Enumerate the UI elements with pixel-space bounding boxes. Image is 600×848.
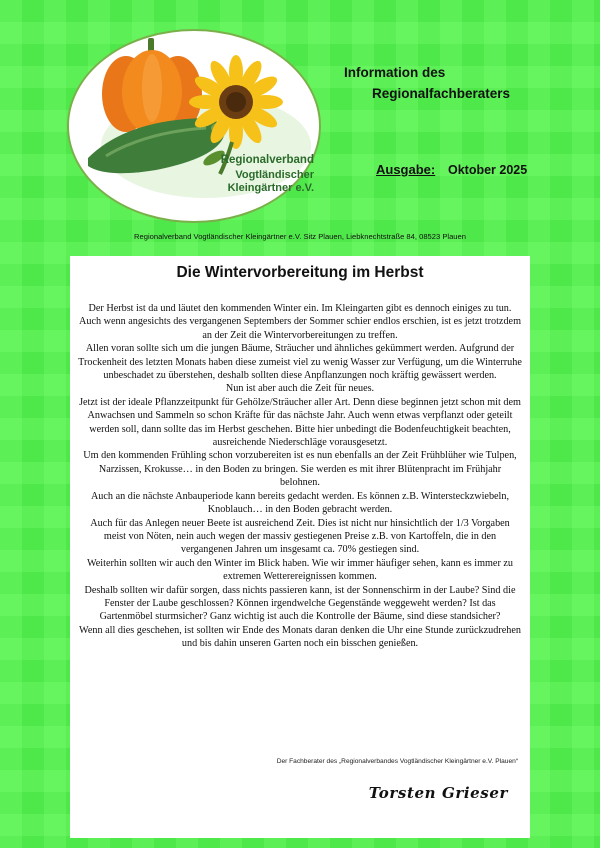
logo-text [174,154,314,195]
article-title: Die Wintervorbereitung im Herbst [176,264,424,281]
logo-line-2: Vogtländischer Kleingärtner e.V. [227,169,314,194]
info-line-1: Information des [344,65,446,80]
author-note: Der Fachberater des „Regionalverbandes Vogtländischer Kleingärtner e.V. Plauen“ [276,758,518,765]
logo-line-1: Regionalverband [220,154,314,166]
info-line-2: Regionalfachberaters [372,86,511,101]
signature: Torsten Grieser [368,784,508,802]
paragraph: Wenn all dies geschehen, ist sollten wir Ende des Monats daran denken die Uhr eine Stunde zurückzudrehen und bis dahin unseren Garten noch ein bisschen genießen. [79,624,521,650]
paragraph: Auch an die nächste Anbauperiode kann bereits gedacht werden. Es können z.B. Wintersteckzwiebeln, Knoblauch… in den Boden gebracht werden. [90,490,510,516]
paragraph: Auch für das Anlegen neuer Beete ist ausreichend Zeit. Dies ist nicht nur hinsichtlich der 1/3 Vorgaben meist von Nöten, nein auch wegen der massiv gestiegenen Preise z.B. von Kartoffeln, die in den vergangenen Jahren um insgesamt ca. 70% gestiegen sind. [90,517,510,556]
paragraph: Um den kommenden Frühling schon vorzubereiten ist es nun ebenfalls an der Zeit Frühblüher wie Tulpen, Narzissen, Krokusse… in den Boden zu bringen. Sie werden es mit ihrer Blütenpracht im Frühjahr belohnen. [83,450,517,489]
association-address: Regionalverband Vogtländischer Kleingärtner e.V. Sitz Plauen, Liebknechtstraße 84, 08523 Plauen [134,232,466,241]
paragraph: Jetzt ist der ideale Pflanzzeitpunkt für Gehölze/Sträucher aller Art. Denn diese beginnen jetzt schon mit dem Anwachsen und Sammeln so schon Kräfte für das nächste Jahr. Auch wenn etwas verpflanzt oder geteilt werden soll, dann sollte das im Herbst geschehen. Bitte hier unbedingt die Bodenfeuchtigkeit beachten, ausreichende Niederschläge vorausgesetzt. [79,396,521,449]
issue-value: Oktober 2025 [448,163,528,177]
info-heading [344,62,510,104]
paragraph: Der Herbst ist da und läutet den kommenden Winter ein. Im Kleingarten gibt es dennoch einiges zu tun. [88,303,512,314]
paragraph: Allen voran sollte sich um die jungen Bäume, Sträucher und ähnliches gekümmert werden. Aufgrund der Trockenheit des letzten Monats haben diese zumeist viel zu wenig Wasser zur Verfügung, um die Winterruhe unbeschadet zu überstehen, deshalb sollten diese Anpflanzungen noch kräftig gewässert werden. [78,343,522,382]
paragraph: Weiterhin sollten wir auch den Winter im Blick haben. Wie wir immer häufiger sehen, kann es immer zu extremen Wetterereignissen kommen. [86,557,513,583]
article-body [78,302,522,651]
paragraph: Auch wenn angesichts des vergangenen Septembers der Sommer schier endlos erschien, ist es jetzt trotzdem an der Zeit die Wintervorbereitungen zu treffen. [79,316,521,341]
association-logo [66,28,322,224]
article-panel [70,256,530,838]
paragraph: Nun ist aber auch die Zeit für neues. [225,383,375,395]
paragraph: Deshalb sollten wir dafür sorgen, dass nichts passieren kann, ist der Sonnenschirm in der Laube? Sind die Fenster der Laube geschlossen? Können irgendwelche Gegenstände weggeweht werden? Ist das Gartenmöbel sturmsicher? Ganz wichtig ist auch die Kontrolle der Bäume, sind diese standsicher? [84,584,516,623]
issue-label: Ausgabe: [376,162,436,177]
